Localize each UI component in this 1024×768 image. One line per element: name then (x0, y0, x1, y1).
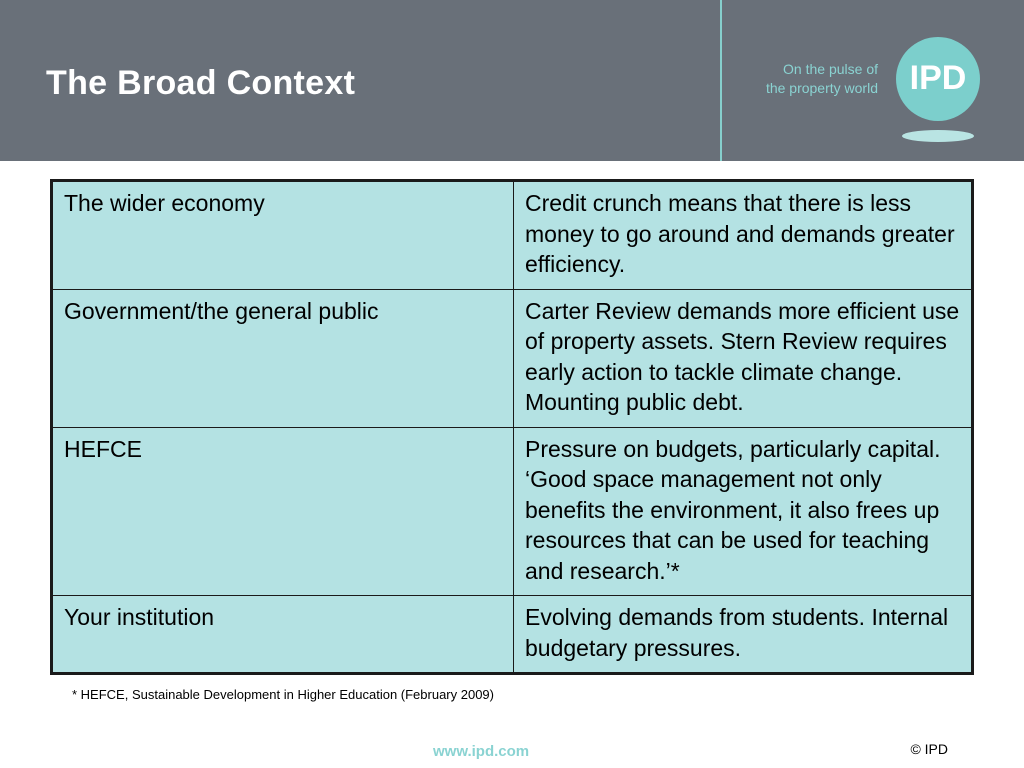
logo-ellipse-icon (902, 130, 974, 142)
slide-title: The Broad Context (46, 64, 356, 102)
factor-cell: Government/the general public (52, 289, 514, 427)
header-divider (720, 0, 722, 161)
ipd-logo (896, 37, 980, 121)
logo-tagline (766, 60, 878, 98)
description-cell: Carter Review demands more efficient use of property assets. Stern Review requires early action to tackle climate change. Mounting public debt. (514, 289, 973, 427)
factor-cell: HEFCE (52, 427, 514, 596)
logo-text: IPD (909, 59, 967, 97)
context-table (50, 179, 974, 675)
website-link[interactable]: www.ipd.com (433, 743, 530, 760)
table-row (52, 596, 973, 674)
factor-cell: The wider economy (52, 181, 514, 290)
table-row (52, 181, 973, 290)
tagline-line-2: the property world (765, 80, 878, 96)
description-cell: Evolving demands from students. Internal budgetary pressures. (514, 596, 973, 674)
table-row (52, 289, 973, 427)
footnote: * HEFCE, Sustainable Development in Higher Education (February 2009) (72, 687, 494, 702)
table-row (52, 427, 973, 596)
tagline-line-1: On the pulse of (783, 61, 878, 77)
slide-header (0, 0, 1024, 161)
description-cell: Credit crunch means that there is less money to go around and demands greater efficiency. (514, 181, 973, 290)
copyright-notice: © IPD (910, 741, 948, 757)
factor-cell: Your institution (52, 596, 514, 674)
description-cell: Pressure on budgets, particularly capital. ‘Good space management not only benefits the environment, it also frees up resources that can be used for teaching and research.’* (514, 427, 973, 596)
